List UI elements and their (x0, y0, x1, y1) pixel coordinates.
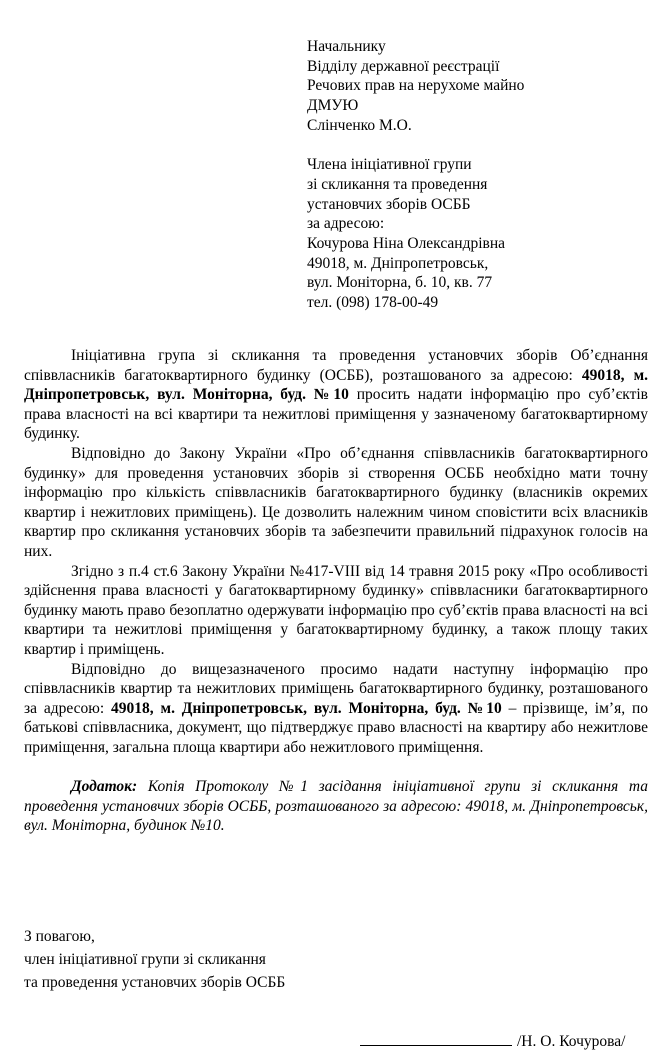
recipient-line: Начальнику (307, 38, 386, 55)
address-bold: 49018, м. Дніпропетровськ, вул. Моніторна, буд. №10 (24, 366, 648, 404)
paragraph-1 (24, 346, 648, 444)
signature-name: /Н. О. Кочурова/ (517, 1033, 626, 1050)
paragraph-text: – прізвище, ім’я, по батькові співвласника, документ, що підтверджує право власності на квартиру або нежитлове приміщення, загальна площа квартири або нежитлового приміщення. (24, 699, 648, 756)
signature-line (360, 1028, 625, 1051)
sender-line: за адресою: (307, 215, 385, 233)
letter-body (24, 346, 648, 836)
recipient-line: ДМУЮ (307, 97, 359, 115)
sender-line: тел. (098) 178-00-49 (307, 294, 439, 312)
paragraph-4 (24, 660, 648, 758)
address-bold: 49018, м. Дніпропетровськ, вул. Моніторна, буд. №10 (111, 699, 502, 717)
paragraph-text: Відповідно до вищезазначеного просимо надати наступну інформацію про співвласників квартир та нежитлових приміщень багатоквартирного будинку, розташованого за адресою: (24, 660, 648, 717)
sender-line: Кочурова Ніна Олександрівна (307, 235, 506, 253)
signoff-line: З повагою, (24, 928, 95, 945)
signoff-line: та проведення установчих зборів ОСББ (24, 974, 286, 991)
recipient-line: Відділу державної реєстрації (307, 57, 500, 75)
paragraph-2: Відповідно до Закону України «Про об’єднання співвласників багатоквартирного будинку» для проведення установчих зборів зі створення ОСББ необхідно мати точну інформацію про кількість співвласників багатоквартирного будинку (власників окремих квартир і нежитлових приміщень). Це дозволить належним чином сповістити всіх власників квартир про скликання установчих зборів та забезпечити правильний підрахунок голосів на них. (24, 444, 648, 560)
appendix-text: Копія Протоколу №1 засідання ініціативної групи зі скликання та проведення установчих зборів ОСББ, розташованого за адресою: 49018, м. Дніпропетровськ, вул. Моніторна, будинок №10. (24, 778, 649, 835)
paragraph-3: Згідно з п.4 ст.6 Закону України №417-VIII від 14 травня 2015 року «Про особливості здійснення права власності у багатоквартирному будинку» співвласники багатоквартирного будинку мають право безоплатно одержувати інформацію про суб’єктів права власності на всі квартири та нежитлові приміщення у багатоквартирному будинку, а також площу таких квартир і приміщень. (24, 562, 648, 658)
spacer (307, 136, 657, 156)
appendix (24, 777, 648, 836)
sender-line: Члена ініціативної групи (307, 156, 472, 174)
sender-line: вул. Моніторна, б. 10, кв. 77 (307, 274, 493, 292)
signature-blank (360, 1028, 512, 1046)
paragraph-text: просить надати інформацію про суб’єктів права власності на всі квартири та нежитлові приміщення у зазначеному багатоквартирному будинку. (24, 386, 649, 443)
addressee-block (307, 37, 657, 313)
sender-line: зі скликання та проведення (307, 175, 488, 193)
recipient-line: Речових прав на нерухоме майно (307, 77, 525, 95)
signoff-line: член ініціативної групи зі скликання (24, 951, 266, 968)
sender-line: установчих зборів ОСББ (307, 195, 471, 213)
recipient-line: Слінченко М.О. (307, 116, 412, 134)
sender-line: 49018, м. Дніпропетровськ, (307, 254, 489, 272)
signoff-block (24, 925, 285, 994)
paragraph-text: Ініціативна група зі скликання та проведення установчих зборів Об’єднання співвласників багатоквартирного будинку (ОСББ), розташованого за адресою: (24, 347, 648, 384)
appendix-label: Додаток: (71, 778, 138, 796)
